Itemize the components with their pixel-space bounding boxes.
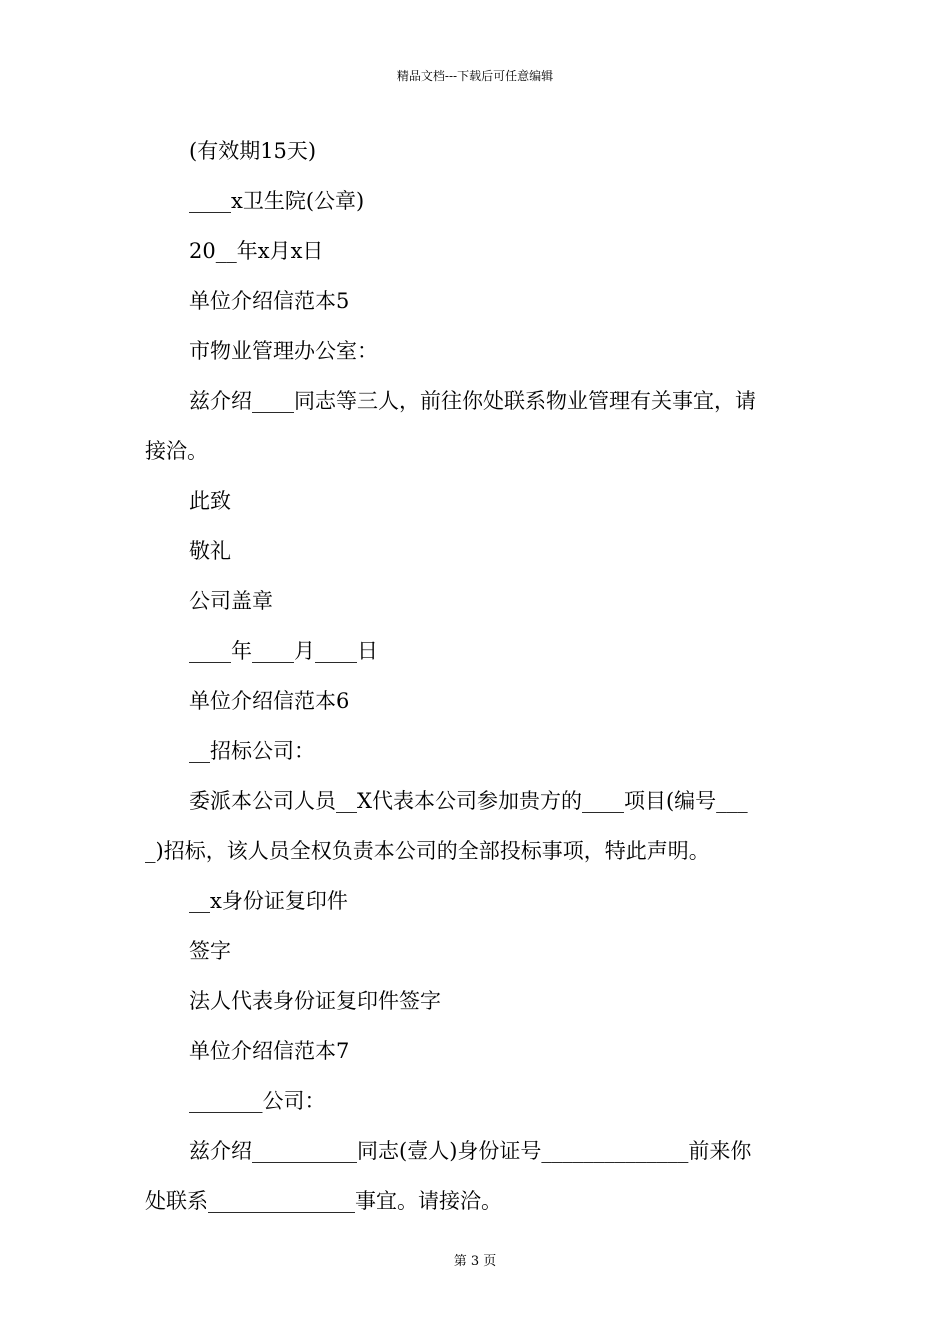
recipient-line: 市物业管理办公室：: [189, 339, 378, 363]
section-heading-7: 单位介绍信范本7: [189, 1039, 350, 1063]
id-copy-line: __x身份证复印件: [189, 889, 348, 913]
section-heading-5: 单位介绍信范本5: [189, 289, 350, 313]
salutation-line: 敬礼: [189, 539, 231, 563]
body-paragraph-line: 委派本公司人员__X代表本公司参加贵方的____项目(编号___: [189, 789, 748, 813]
date-line: 20__年x月x日: [189, 239, 324, 263]
blank-date-line: ____年____月____日: [189, 639, 378, 663]
section-heading-6: 单位介绍信范本6: [189, 689, 350, 713]
signature-line: 签字: [189, 939, 231, 963]
body-paragraph-line: 兹介绍____同志等三人，前往你处联系物业管理有关事宜，请: [189, 389, 756, 413]
validity-note: (有效期15天): [189, 139, 317, 163]
company-seal-line: 公司盖章: [189, 589, 273, 613]
page-number: 第 3 页: [453, 1254, 497, 1269]
document-body: [0, 130, 950, 1220]
company-recipient-line: _______公司：: [189, 1089, 326, 1113]
body-paragraph-continuation: _)招标，该人员全权负责本公司的全部投标事项，特此声明。: [145, 839, 710, 863]
body-paragraph-line: 兹介绍__________同志(壹人)身份证号______________前来你: [189, 1139, 752, 1163]
legal-rep-signature-line: 法人代表身份证复印件签字: [189, 989, 441, 1013]
body-paragraph-continuation: 处联系______________事宜。请接洽。: [145, 1189, 502, 1213]
closing-line: 此致: [189, 489, 231, 513]
bidding-company-line: __招标公司：: [189, 739, 315, 763]
body-paragraph-continuation: 接洽。: [145, 439, 208, 463]
page-header: 精品文档---下载后可任意编辑: [396, 69, 554, 83]
hospital-seal-line: ____x卫生院(公章): [189, 189, 365, 213]
